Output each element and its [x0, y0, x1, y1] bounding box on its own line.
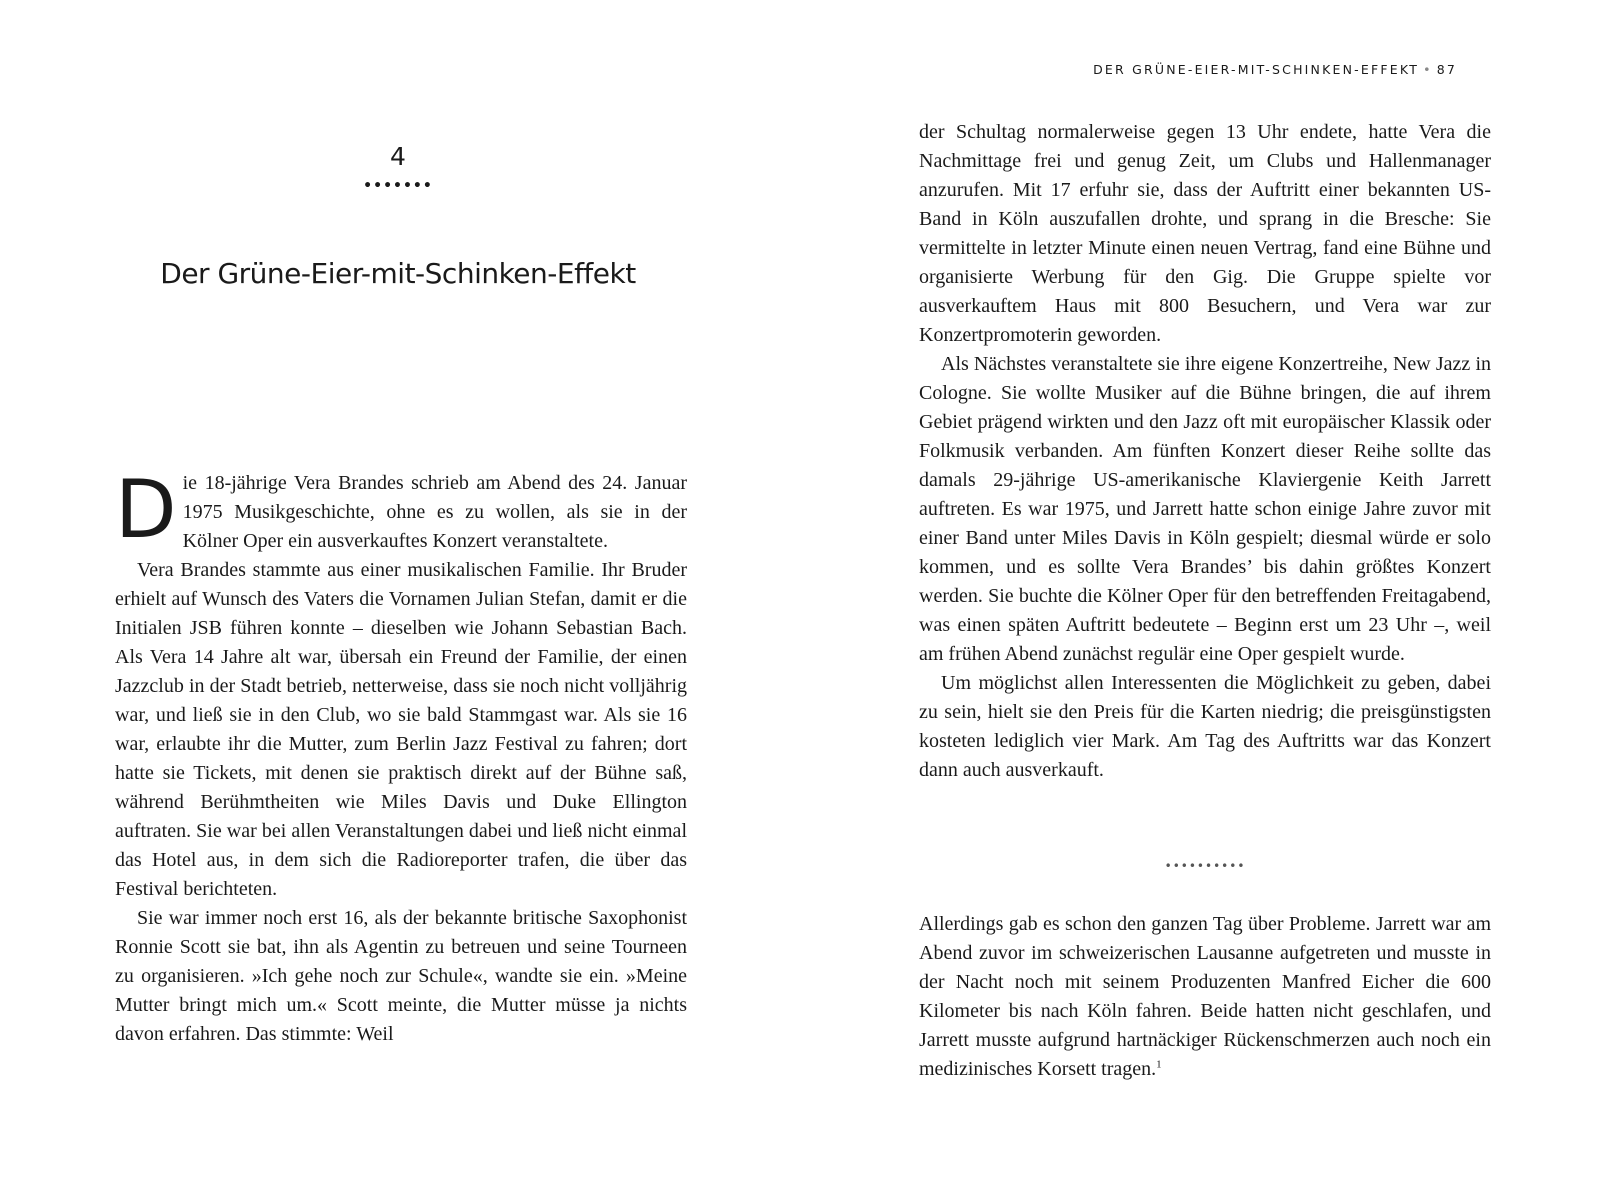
running-head-title: DER GRÜNE-EIER-MIT-SCHINKEN-EFFEKT [1093, 62, 1420, 77]
chapter-ornament: ••••••• [363, 178, 433, 194]
section-break-ornament: •••••••••• [1164, 859, 1246, 873]
chapter-title: Der Grüne-Eier-mit-Schinken-Effekt [160, 257, 636, 290]
drop-cap: D [115, 463, 177, 556]
page-number: 87 [1436, 62, 1457, 77]
body-paragraph-text: Allerdings gab es schon den ganzen Tag über Probleme. Jarrett war am Abend zuvor im schweizerischen Lausanne aufgetreten und musste in der Nacht noch mit seinem Produzenten Manfred Eicher die 600 Kilometer bis nach Köln fahren. Beide hatten nicht geschlafen, und Jarrett musste aufgrund hartnäckiger Rückenschmerzen auch noch ein medizinisches Korsett tragen. [919, 913, 1491, 1080]
right-body-text [919, 118, 1491, 785]
running-head-separator: • [1423, 62, 1433, 77]
body-paragraph: der Schultag normalerweise gegen 13 Uhr endete, hatte Vera die Nachmittage frei und genug Zeit, um Clubs und Hallenmanager anzurufen. Mit 17 erfuhr sie, dass der Auftritt einer bekannten US-Band in Köln auszufallen drohte, und sprang in die Bresche: Sie vermittelte in letzter Minute einen neuen Vertrag, fand eine Bühne und organisierte Werbung für den Gig. Die Gruppe spielte vor ausverkauftem Haus mit 800 Besuchern, und Vera war zur Konzertpromoterin geworden. [919, 121, 1491, 346]
left-body-text [115, 463, 687, 1049]
body-paragraph: Vera Brandes stammte aus einer musikalischen Familie. Ihr Bruder erhielt auf Wunsch des Vaters die Vornamen Julian Stefan, damit er die Initialen JSB führen konnte – dieselben wie Johann Sebastian Bach. Als Vera 14 Jahre alt war, übersah ein Freund der Familie, der einen Jazzclub in der Stadt betrieb, netterweise, dass sie noch nicht volljährig war, und ließ sie in den Club, wo sie bald Stammgast war. Als sie 16 war, erlaubte ihr die Mutter, zum Berlin Jazz Festival zu fahren; dort hatte sie Tickets, mit denen sie praktisch direkt auf der Bühne saß, während Berühmtheiten wie Miles Davis und Duke Ellington auftraten. Sie war bei allen Veranstaltungen dabei und ließ nicht einmal das Hotel aus, in dem sich die Radioreporter trafen, die über das Festival berichteten. [115, 559, 687, 900]
body-paragraph: Sie war immer noch erst 16, als der bekannte britische Saxophonist Ronnie Scott sie bat, ihn als Agentin zu betreuen und seine Tourneen zu organisieren. »Ich gehe noch zur Schule«, wandte sie ein. »Meine Mutter bringt mich um.« Scott meinte, die Mutter müsse ja nichts davon erfahren. Das stimmte: Weil [115, 907, 687, 1045]
opening-paragraph [115, 463, 687, 556]
footnote-marker[interactable]: 1 [1156, 1058, 1162, 1071]
running-head [1093, 62, 1457, 78]
opening-paragraph-text: ie 18-jährige Vera Brandes schrieb am Abend des 24. Januar 1975 Musikgeschichte, ohne es zu wollen, als sie in der Kölner Oper ein ausverkauftes Konzert veranstaltete. [182, 472, 687, 552]
right-body-text-after-break [919, 910, 1491, 1084]
body-paragraph [919, 910, 1491, 1084]
right-page [800, 0, 1600, 1186]
body-paragraph: Als Nächstes veranstaltete sie ihre eigene Konzertreihe, New Jazz in Cologne. Sie wollte Musiker auf die Bühne bringen, die auf ihrem Gebiet prägend wirkten und den Jazz oft mit europäischer Klassik oder Folkmusik verbanden. Am fünften Konzert dieser Reihe sollte das damals 29-jährige US-amerikanische Klaviergenie Keith Jarrett auftreten. Es war 1975, und Jarrett hatte schon einige Jahre zuvor mit einer Band unter Miles Davis in Köln gespielt; diesmal würde er solo kommen, und es sollte Vera Brandes’ bis dahin größtes Konzert werden. Sie buchte die Kölner Oper für den betreffenden Freitagabend, was einen späten Auftritt bedeutete – Beginn erst um 23 Uhr –, weil am frühen Abend zunächst regulär eine Oper gespielt wurde. [919, 353, 1491, 665]
body-paragraph: Um möglichst allen Interessenten die Möglichkeit zu geben, dabei zu sein, hielt sie den Preis für die Karten niedrig; die preisgünstigsten kosteten lediglich vier Mark. Am Tag des Auftritts war das Konzert dann auch ausverkauft. [919, 672, 1491, 781]
chapter-number: 4 [390, 142, 406, 171]
